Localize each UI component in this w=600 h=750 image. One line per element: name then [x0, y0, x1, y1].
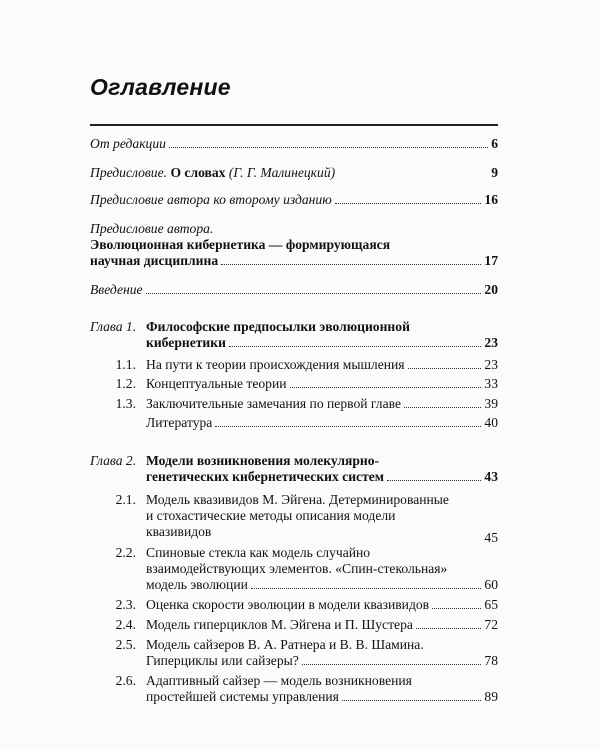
toc-page-number: 16	[484, 192, 498, 207]
toc-page-number: 65	[484, 597, 498, 612]
toc-entry-section-2-6[interactable]	[146, 689, 498, 705]
toc-entry-section-1-1[interactable]	[146, 357, 498, 373]
label-author-part: (Г. Г. Малинецкий)	[228, 165, 336, 180]
chapter-title-line2: кибернетики	[146, 335, 226, 350]
section-number: 2.1.	[115, 492, 136, 507]
section-title-line1: Модель сайзеров В. А. Ратнера и В. В. Шамина.	[146, 637, 424, 652]
toc-page-number: 72	[484, 617, 498, 632]
toc-entry-chapter-2[interactable]	[146, 469, 498, 485]
leader-dots	[290, 387, 482, 388]
toc-entry-label-line1: Предисловие автора.	[90, 221, 214, 236]
toc-entry-front-2[interactable]	[90, 165, 498, 181]
chapter-title-line2: генетических кибернетических систем	[146, 469, 385, 484]
toc-entry-label: От редакции	[90, 136, 166, 151]
toc-entry-chapter-1[interactable]	[146, 335, 498, 351]
leader-dots	[302, 664, 482, 665]
toc-page-number: 60	[484, 577, 498, 592]
leader-dots	[146, 293, 482, 294]
label-italic-part: Предисловие.	[90, 165, 168, 180]
section-number: 2.5.	[115, 637, 136, 652]
toc-entry-label: Предисловие автора ко второму изданию	[90, 192, 332, 207]
toc-entry-section-2-3[interactable]	[146, 597, 498, 613]
toc-entry-label-line2: Эволюционная кибернетика — формирующаяся	[90, 237, 391, 252]
toc-page-number: 20	[484, 282, 498, 297]
section-number: 2.2.	[115, 545, 136, 560]
section-title: Заключительные замечания по первой главе	[146, 396, 401, 411]
section-number: 2.4.	[115, 617, 136, 632]
section-number: 1.3.	[115, 396, 136, 411]
section-title: Модель гиперциклов М. Эйгена и П. Шустера	[146, 617, 413, 632]
leader-dots	[432, 608, 481, 609]
leader-dots	[335, 203, 482, 204]
toc-entry-front-1[interactable]	[90, 136, 498, 152]
toc-page-number: 23	[484, 357, 498, 372]
chapter-number: Глава 1.	[90, 319, 137, 334]
section-title: Концептуальные теории	[146, 376, 287, 391]
leader-dots	[215, 426, 481, 427]
toc-page-number: 89	[484, 689, 498, 704]
toc-page-number: 33	[484, 376, 498, 391]
section-number: 1.2.	[115, 376, 136, 391]
label-bold-part: О словах	[170, 165, 226, 180]
toc-entry-section-2-4[interactable]	[146, 617, 498, 633]
toc-entry-label	[90, 165, 335, 181]
toc-entry-front-3[interactable]	[90, 192, 498, 208]
title-rule	[90, 124, 498, 126]
toc-entry-label: Введение	[90, 282, 143, 297]
toc-entry-section-2-1[interactable]	[146, 524, 498, 545]
toc-page-number: 6	[491, 136, 498, 151]
section-title-line2: Гиперциклы или сайзеры?	[146, 653, 299, 668]
chapter-number: Глава 2.	[90, 453, 137, 468]
leader-dots	[221, 264, 481, 265]
chapter-title-line1: Модели возникновения молекулярно-	[146, 453, 380, 468]
toc-entry-section-1-2[interactable]	[146, 376, 498, 392]
page-title: Оглавление	[90, 74, 231, 100]
leader-dots	[416, 628, 482, 629]
leader-dots	[404, 407, 481, 408]
toc-page-number: 23	[484, 335, 498, 350]
toc-page-number: 43	[484, 469, 498, 484]
section-title-line1: Спиновые стекла как модель случайно	[146, 545, 371, 560]
toc-page-number: 78	[484, 653, 498, 668]
section-title: Литература	[146, 415, 213, 430]
toc-entry-section-2-2[interactable]	[146, 577, 498, 593]
section-number: 2.6.	[115, 673, 136, 688]
toc-entry-front-5[interactable]	[90, 282, 498, 298]
toc-page-number: 40	[484, 415, 498, 430]
toc-entry-section-1-3[interactable]	[146, 396, 498, 412]
section-title: На пути к теории происхождения мышления	[146, 357, 405, 372]
section-title-line2: взаимодействующих элементов. «Спин-стекольная»	[146, 561, 448, 576]
toc-entry-label: научная дисциплина	[90, 253, 219, 268]
section-title-line3: модель эволюции	[146, 577, 248, 592]
toc-entry-literature-1[interactable]	[146, 415, 498, 431]
leader-dots	[169, 147, 488, 148]
section-title-line3: квазивидов	[146, 524, 212, 539]
section-title-line2: и стохастические методы описания модели	[146, 508, 396, 523]
toc-page-number: 45	[484, 530, 498, 545]
leader-dots	[387, 480, 481, 481]
section-title: Оценка скорости эволюции в модели квазивидов	[146, 597, 430, 612]
toc-page-number: 17	[484, 253, 498, 268]
leader-dots	[342, 700, 482, 701]
toc-entry-front-4[interactable]	[90, 253, 498, 269]
chapter-title-line1: Философские предпосылки эволюционной	[146, 319, 410, 334]
toc-entry-section-2-5[interactable]	[146, 653, 498, 669]
section-title-line1: Модель квазивидов М. Эйгена. Детерминированные	[146, 492, 449, 507]
toc-page-number: 39	[484, 396, 498, 411]
section-number: 2.3.	[115, 597, 136, 612]
leader-dots	[229, 346, 481, 347]
leader-dots	[408, 368, 482, 369]
section-number: 1.1.	[115, 357, 136, 372]
leader-dots	[251, 588, 482, 589]
section-title-line2: простейшей системы управления	[146, 689, 339, 704]
toc-page-number: 9	[491, 165, 498, 180]
section-title-line1: Адаптивный сайзер — модель возникновения	[146, 673, 412, 688]
